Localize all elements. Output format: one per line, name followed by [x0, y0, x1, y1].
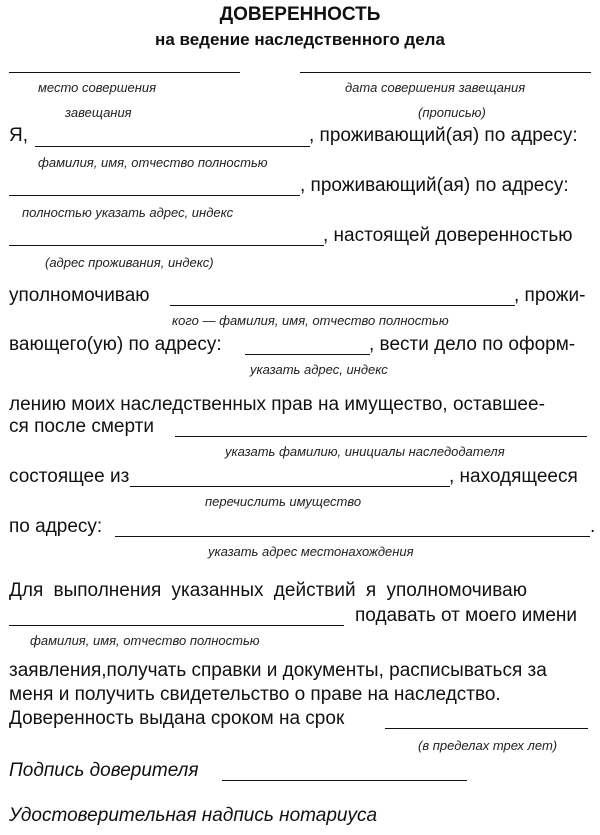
testator-blank-line[interactable]	[175, 436, 587, 437]
date-caption: дата совершения завещания	[345, 80, 526, 95]
attorney-fio-blank-line[interactable]	[9, 625, 344, 626]
address-living-caption: (адрес проживания, индекс)	[45, 255, 214, 270]
address-full-caption: полностью указать адрес, индекс	[22, 205, 234, 220]
signature-blank-line[interactable]	[222, 780, 467, 781]
text-i: Я,	[9, 125, 28, 146]
fio-caption-2: фамилия, имя, отчество полностью	[30, 633, 260, 648]
text-resid-hyphen: , прожи-	[514, 285, 586, 306]
text-inheritance-rights: лению моих наследственных прав на имущество, оставшее-	[9, 394, 545, 415]
document-title: ДОВЕРЕННОСТЬ	[219, 4, 381, 25]
date-caption-2: (прописью)	[418, 105, 486, 120]
whom-fio-caption: кого — фамилия, имя, отчество полностью	[172, 313, 449, 328]
term-limit-caption: (в пределах трех лет)	[418, 738, 558, 753]
place-caption-2: завещания	[65, 105, 132, 120]
location-blank-line[interactable]	[115, 536, 590, 537]
text-after-death: ся после смерти	[9, 416, 154, 437]
property-caption: перечислить имущество	[205, 494, 362, 509]
place-caption: место совершения	[38, 80, 157, 95]
document-subtitle: на ведение наследственного дела	[155, 30, 445, 49]
notary-label: Удостоверительная надпись нотариуса	[9, 805, 378, 826]
text-period: .	[590, 516, 596, 537]
text-residing-2: , проживающий(ая) по адресу:	[300, 175, 569, 196]
date-blank-line[interactable]	[300, 72, 591, 73]
property-blank-line[interactable]	[130, 486, 450, 487]
address-blank-line-1[interactable]	[9, 195, 300, 196]
address-index-caption: указать адрес, индекс	[250, 362, 388, 377]
text-residing-1: , проживающий(ая) по адресу:	[309, 125, 578, 146]
location-caption: указать адрес местонахождения	[208, 544, 414, 559]
fio-blank-line[interactable]	[35, 146, 310, 147]
text-for-execution: Для выполнения указанных действий я уполномочиваю	[9, 580, 527, 601]
fio-caption: фамилия, имя, отчество полностью	[38, 155, 268, 170]
text-conduct-case: , вести дело по оформ-	[369, 334, 576, 355]
signature-label: Подпись доверителя	[9, 760, 199, 781]
text-submit-behalf: подавать от моего имени	[355, 605, 578, 626]
text-term: Доверенность выдана сроком на срок	[9, 708, 345, 729]
term-blank-line[interactable]	[385, 728, 588, 729]
text-located: , находящееся	[449, 466, 578, 487]
text-certificate: меня и получить свидетельство о праве на наследство.	[9, 684, 501, 705]
text-this-proxy: , настоящей доверенностью	[323, 225, 573, 246]
address-blank-line-2[interactable]	[9, 245, 324, 246]
place-blank-line[interactable]	[9, 72, 240, 73]
text-at-address: по адресу:	[9, 516, 103, 537]
attorney-blank-line[interactable]	[170, 305, 515, 306]
text-applications: заявления,получать справки и документы, расписываться за	[9, 660, 547, 681]
text-living-at: вающего(ую) по адресу:	[9, 334, 222, 355]
heir-name-caption: указать фамилию, инициалы наследодателя	[225, 444, 505, 459]
attorney-address-blank-line[interactable]	[245, 354, 370, 355]
text-authorize: уполномочиваю	[9, 285, 150, 306]
text-consisting-of: состоящее из	[9, 466, 130, 487]
